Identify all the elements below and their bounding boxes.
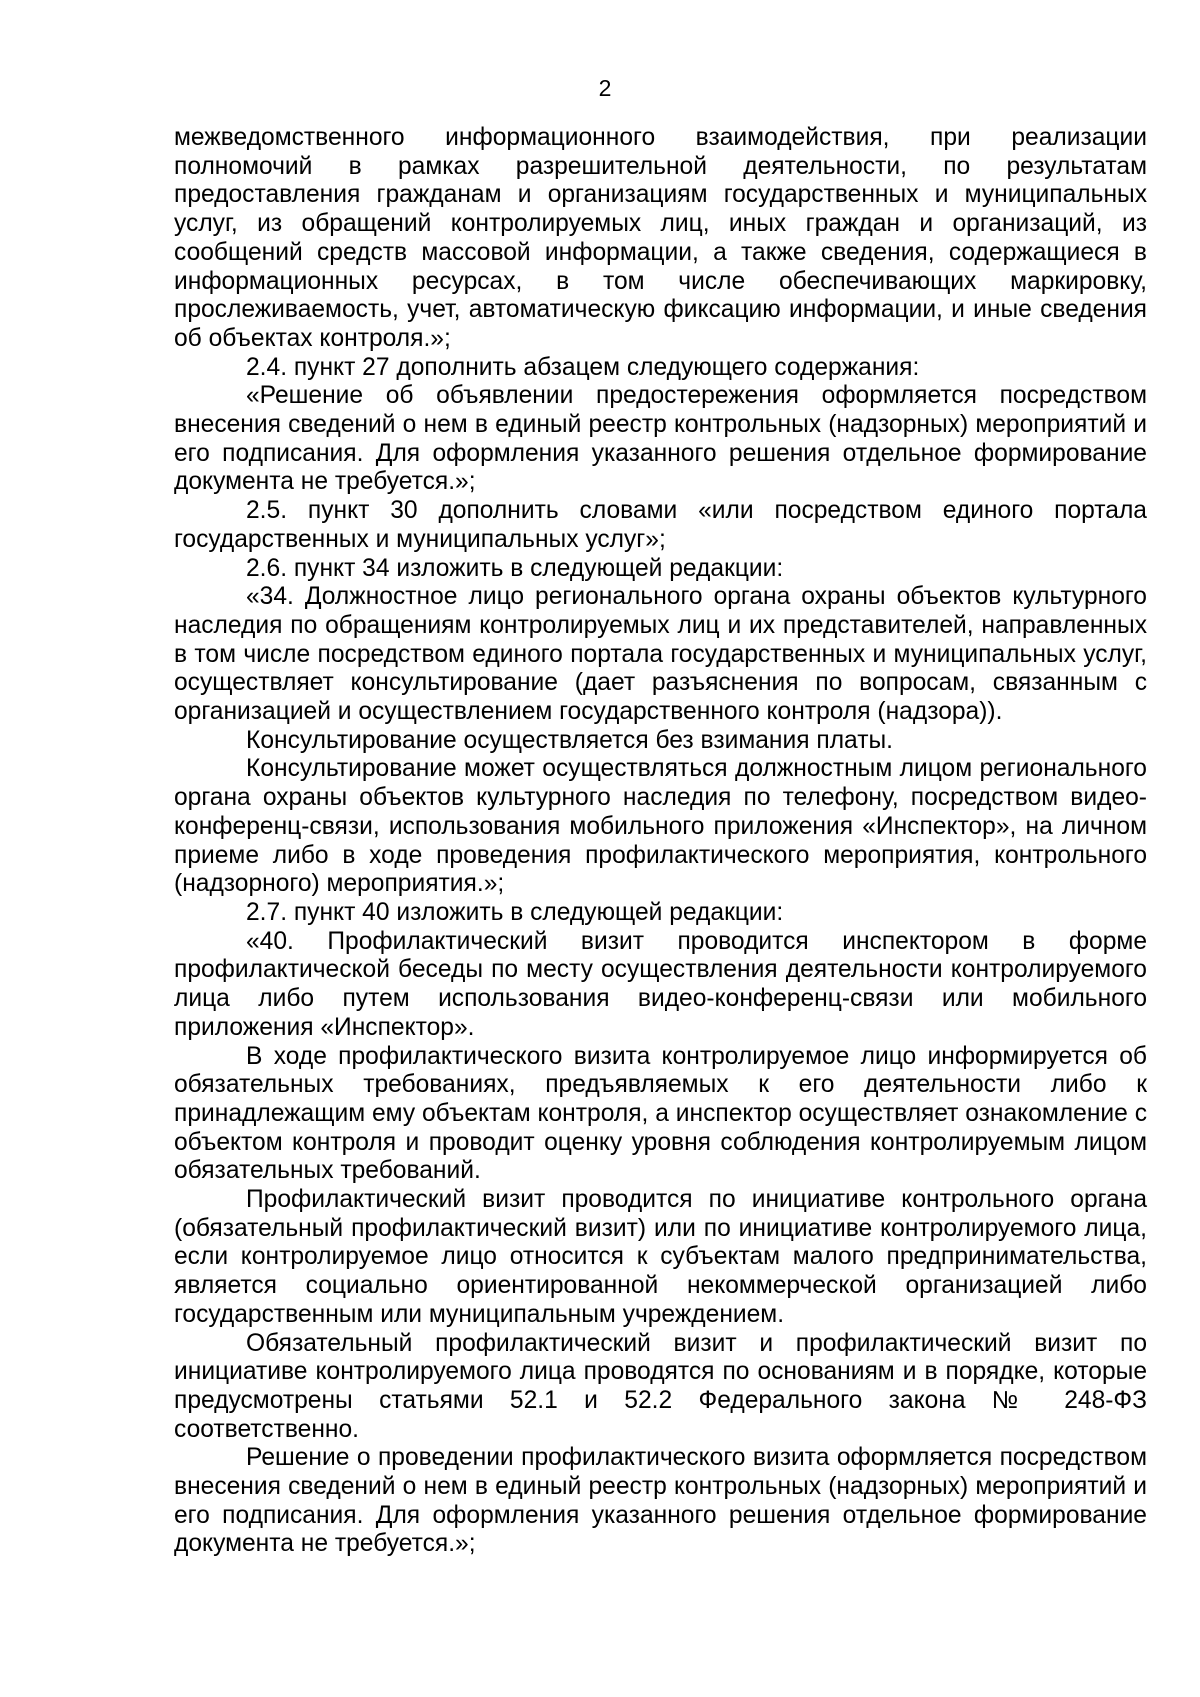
paragraph-item-2-7: 2.7. пункт 40 изложить в следующей редакции:	[246, 898, 784, 926]
paragraph-point-40: «40. Профилактический визит проводится инспектором в форме профилактической беседы по месту осуществления деятельности контролируемого лица либо путем использования видео-конференц-связи или мобильного приложения «Инспектор».	[174, 927, 1147, 1041]
paragraph-consulting-free: Консультирование осуществляется без взимания платы.	[246, 726, 893, 754]
paragraph-item-2-5: 2.5. пункт 30 дополнить словами «или посредством единого портала государственных и муниципальных услуг»;	[174, 497, 1147, 553]
paragraph-item-2-4-text: «Решение об объявлении предостережения оформляется посредством внесения сведений о нем в единый реестр контрольных (надзорных) мероприятий и его подписания. Для оформления указанного решения отдельное формирование документа не требуется.»;	[174, 382, 1147, 496]
paragraph-visit-initiative: Профилактический визит проводится по инициативе контрольного органа (обязательный профилактический визит) или по инициативе контролируемого лица, если контролируемое лицо относится к субъектам малого предпринимательства, является социально ориентированной некоммерческой организацией либо государственным или муниципальным учреждением.	[174, 1186, 1147, 1328]
paragraph-mandatory-visit: Обязательный профилактический визит и профилактический визит по инициативе контролируемого лица проводятся по основаниям и в порядке, которые предусмотрены статьями 52.1 и 52.2 Федерального закона № 248-ФЗ соответственно.	[174, 1329, 1147, 1443]
paragraph-visit-course: В ходе профилактического визита контролируемое лицо информируется об обязательных требованиях, предъявляемых к его деятельности либо к принадлежащим ему объектам контроля, а инспектор осуществляет ознакомление с объектом контроля и проводит оценку уровня соблюдения контролируемым лицом обязательных требований.	[174, 1042, 1147, 1185]
paragraph-consulting-methods: Консультирование может осуществляться должностным лицом регионального органа охраны объектов культурного наследия по телефону, посредством видео-конференц-связи, использования мобильного приложения «Инспектор», на личном приеме либо в ходе проведения профилактического мероприятия, контрольного (надзорного) мероприятия.»;	[174, 755, 1147, 898]
paragraph-point-34: «34. Должностное лицо регионального органа охраны объектов культурного наследия по обращениям контролируемых лиц и их представителей, направленных в том числе посредством единого портала государственных и муниципальных услуг, осуществляет консультирование (дает разъяснения по вопросам, связанным с организацией и осуществлением государственного контроля (надзора)).	[174, 583, 1147, 726]
document-body	[174, 124, 1147, 1559]
paragraph-visit-decision: Решение о проведении профилактического визита оформляется посредством внесения сведений о нем в единый реестр контрольных (надзорных) мероприятий и его подписания. Для оформления указанного решения отдельное формирование документа не требуется.»;	[174, 1444, 1147, 1558]
paragraph-item-2-6: 2.6. пункт 34 изложить в следующей редакции:	[246, 554, 784, 582]
page-number: 2	[598, 75, 612, 101]
paragraph-continuation: межведомственного информационного взаимодействия, при реализации полномочий в рамках разрешительной деятельности, по результатам предоставления гражданам и организациям государственных и муниципальных услуг, из обращений контролируемых лиц, иных граждан и организаций, из сообщений средств массовой информации, а также сведения, содержащиеся в информационных ресурсах, в том числе обеспечивающих маркировку, прослеживаемость, учет, автоматическую фиксацию информации, и иные сведения об объектах контроля.»;	[174, 124, 1147, 352]
paragraph-item-2-4: 2.4. пункт 27 дополнить абзацем следующего содержания:	[246, 353, 920, 381]
